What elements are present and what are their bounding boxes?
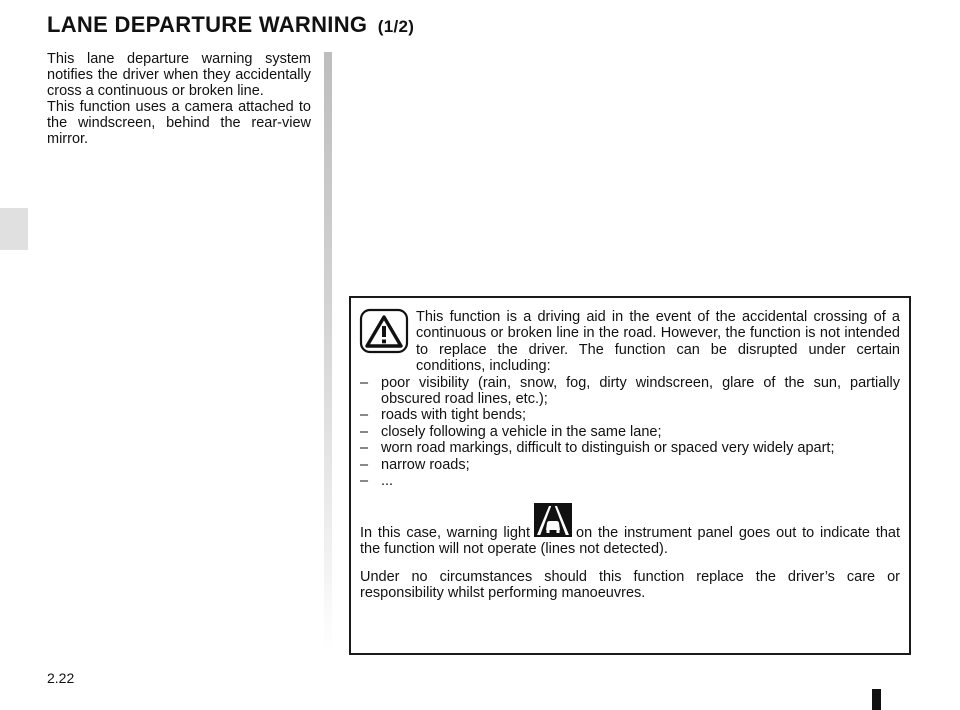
condition-item: – ... bbox=[360, 473, 900, 489]
intro-text bbox=[47, 51, 311, 147]
care-paragraph: Under no circumstances should this function replace the driver’s care or responsibility whilst performing manoeuvres. bbox=[360, 569, 900, 602]
conditions-list bbox=[360, 375, 900, 490]
warning-box bbox=[349, 296, 911, 655]
condition-item: – worn road markings, difficult to distinguish or spaced very widely apart; bbox=[360, 440, 900, 456]
page-title bbox=[47, 12, 414, 38]
footer-marker bbox=[872, 689, 881, 710]
condition-item: – roads with tight bends; bbox=[360, 407, 900, 423]
para-before-text: In this case, warning light bbox=[360, 525, 531, 542]
chapter-tab bbox=[0, 208, 28, 250]
column-divider bbox=[324, 52, 332, 652]
title-part: (1/2) bbox=[377, 17, 415, 36]
condition-item: – poor visibility (rain, snow, fog, dirty windscreen, glare of the sun, partially obscured road lines, etc.); bbox=[360, 375, 900, 408]
condition-item: – closely following a vehicle in the same lane; bbox=[360, 424, 900, 440]
warning-triangle-icon bbox=[359, 308, 409, 354]
lane-departure-light-icon bbox=[534, 503, 572, 537]
warning-intro: This function is a driving aid in the event of the accidental crossing of a continuous or broken line in the road. However, the function is not intended to replace the driver. The function can be disrupted under certain conditions, including: bbox=[416, 309, 900, 375]
warning-light-paragraph bbox=[360, 505, 900, 557]
page-number: 2.22 bbox=[47, 670, 75, 686]
intro-paragraph-1: This lane departure warning system notifies the driver when they accidentally cross a continuous or broken line. bbox=[47, 51, 311, 99]
condition-item: – narrow roads; bbox=[360, 457, 900, 473]
para-after-text: on the instrument panel goes out to indicate that the function will not operate (lines not detected). bbox=[360, 525, 900, 558]
intro-paragraph-2: This function uses a camera attached to the windscreen, behind the rear-view mirror. bbox=[47, 99, 311, 147]
title-text: LANE DEPARTURE WARNING bbox=[47, 12, 368, 37]
